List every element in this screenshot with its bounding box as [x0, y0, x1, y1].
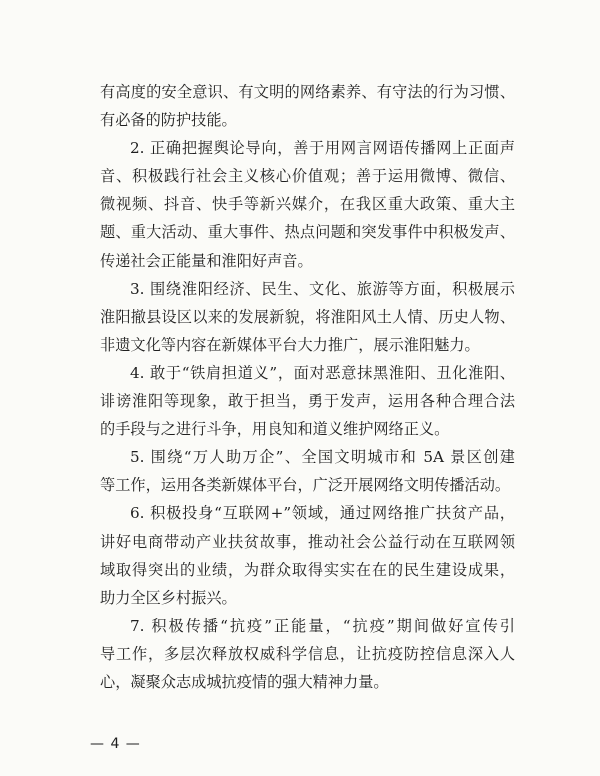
text-line: 导工作，多层次释放权威科学信息，让抗疫防控信息深入人: [100, 644, 515, 663]
paragraph-7-line: 7. 积极传播“抗疫”正能量，“抗疫”期间做好宣传引: [130, 616, 515, 635]
paragraph-6-line: 6. 积极投身“互联网+”领域，通过网络推广扶贫产品，: [130, 504, 515, 523]
text-line: 域取得突出的业绩，为群众取得实实在在的民生建设成果，: [100, 560, 515, 579]
text-line: 讲好电商带动产业扶贫故事，推动社会公益行动在互联网领: [100, 532, 515, 551]
text-line: 诽谤淮阳等现象，敢于担当，勇于发声，运用各种合理合法: [100, 392, 515, 411]
paragraph-5-line: 5. 围绕“万人助万企”、全国文明城市和 5A 景区创建: [130, 448, 515, 467]
text-line: 助力全区乡村振兴。: [100, 588, 237, 607]
text-line: 非遗文化等内容在新媒体平台大力推广，展示淮阳魅力。: [100, 335, 480, 354]
text-line: 等工作，运用各类新媒体平台，广泛开展网络文明传播活动。: [100, 476, 511, 495]
text-line: 有必备的防护技能。: [100, 111, 237, 130]
text-line: 心，凝聚众志成城抗疫情的强大精神力量。: [100, 672, 389, 691]
paragraph-2-line: 2. 正确把握舆论导向，善于用网言网语传播网上正面声: [130, 139, 515, 158]
text-line: 的手段与之进行斗争，用良知和道义维护网络正义。: [100, 420, 450, 439]
text-line: 微视频、抖音、快手等新兴媒介，在我区重大政策、重大主: [100, 195, 515, 214]
text-line: 有高度的安全意识、有文明的网络素养、有守法的行为习惯、: [100, 83, 515, 101]
text-line: 淮阳撤县设区以来的发展新貌，将淮阳风土人情、历史人物、: [100, 307, 515, 326]
paragraph-4-line: 4. 敢于“铁肩担道义”，面对恶意抹黑淮阳、丑化淮阳、: [130, 363, 515, 382]
text-line: 题、重大活动、重大事件、热点问题和突发事件中积极发声、: [100, 223, 515, 242]
text-line: 音、积极践行社会主义核心价值观；善于运用微博、微信、: [100, 167, 515, 186]
text-line: 传递社会正能量和淮阳好声音。: [100, 251, 313, 270]
page-number: — 4 —: [90, 736, 141, 752]
paragraph-3-line: 3. 围绕淮阳经济、民生、文化、旅游等方面，积极展示: [130, 279, 515, 298]
body-text: [100, 78, 515, 696]
